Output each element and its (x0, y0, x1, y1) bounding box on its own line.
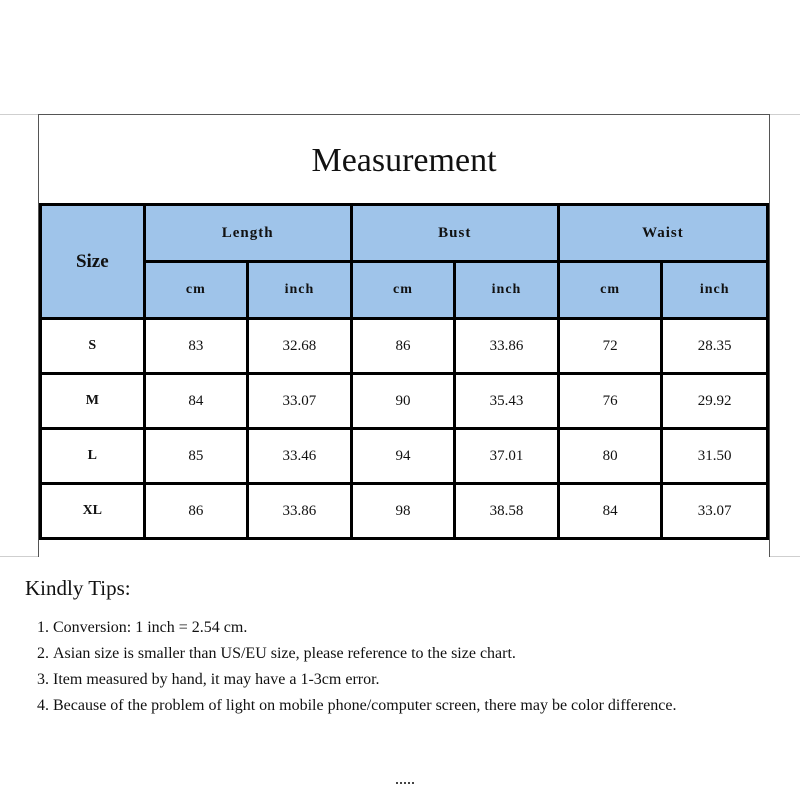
table-row (41, 319, 768, 374)
chart-title: Measurement (311, 142, 497, 179)
value-cell: 94 (351, 429, 455, 484)
value-cell: 33.07 (248, 374, 352, 429)
size-column-header: Size (41, 205, 145, 319)
unit-header: inch (248, 262, 352, 319)
value-cell: 33.86 (455, 319, 559, 374)
value-cell: 31.50 (662, 429, 768, 484)
value-cell: 28.35 (662, 319, 768, 374)
table-row (41, 429, 768, 484)
value-cell: 98 (351, 484, 455, 539)
value-cell: 85 (144, 429, 248, 484)
value-cell: 84 (144, 374, 248, 429)
waist-header: Waist (558, 205, 767, 262)
size-cell: L (41, 429, 145, 484)
value-cell: 86 (351, 319, 455, 374)
table-row (41, 374, 768, 429)
unit-header: cm (144, 262, 248, 319)
tips-list (25, 615, 725, 719)
list-item: 3. Item measured by hand, it may have a 1-3cm error. (53, 667, 725, 693)
unit-header: inch (662, 262, 768, 319)
unit-header: inch (455, 262, 559, 319)
value-cell: 33.07 (662, 484, 768, 539)
unit-header: cm (351, 262, 455, 319)
value-cell: 80 (558, 429, 662, 484)
value-cell: 35.43 (455, 374, 559, 429)
size-cell: S (41, 319, 145, 374)
list-item: 2. Asian size is smaller than US/EU size, please reference to the size chart. (53, 641, 725, 667)
value-cell: 37.01 (455, 429, 559, 484)
table-row (41, 484, 768, 539)
size-table (39, 203, 769, 540)
kindly-tips (25, 576, 725, 719)
measurement-chart (38, 114, 770, 557)
value-cell: 84 (558, 484, 662, 539)
size-cell: XL (41, 484, 145, 539)
list-item: 1. Conversion: 1 inch = 2.54 cm. (53, 615, 725, 641)
value-cell: 32.68 (248, 319, 352, 374)
value-cell: 76 (558, 374, 662, 429)
bust-header: Bust (351, 205, 558, 262)
tips-title: Kindly Tips: (25, 576, 131, 600)
value-cell: 86 (144, 484, 248, 539)
value-cell: 83 (144, 319, 248, 374)
value-cell: 29.92 (662, 374, 768, 429)
size-cell: M (41, 374, 145, 429)
header-row-units (41, 262, 768, 319)
unit-header: cm (558, 262, 662, 319)
header-row-groups (41, 205, 768, 262)
length-header: Length (144, 205, 351, 262)
value-cell: 33.46 (248, 429, 352, 484)
value-cell: 72 (558, 319, 662, 374)
value-cell: 33.86 (248, 484, 352, 539)
ellipsis-mark (396, 782, 414, 788)
list-item: 4. Because of the problem of light on mobile phone/computer screen, there may be color difference. (53, 693, 725, 719)
value-cell: 90 (351, 374, 455, 429)
value-cell: 38.58 (455, 484, 559, 539)
